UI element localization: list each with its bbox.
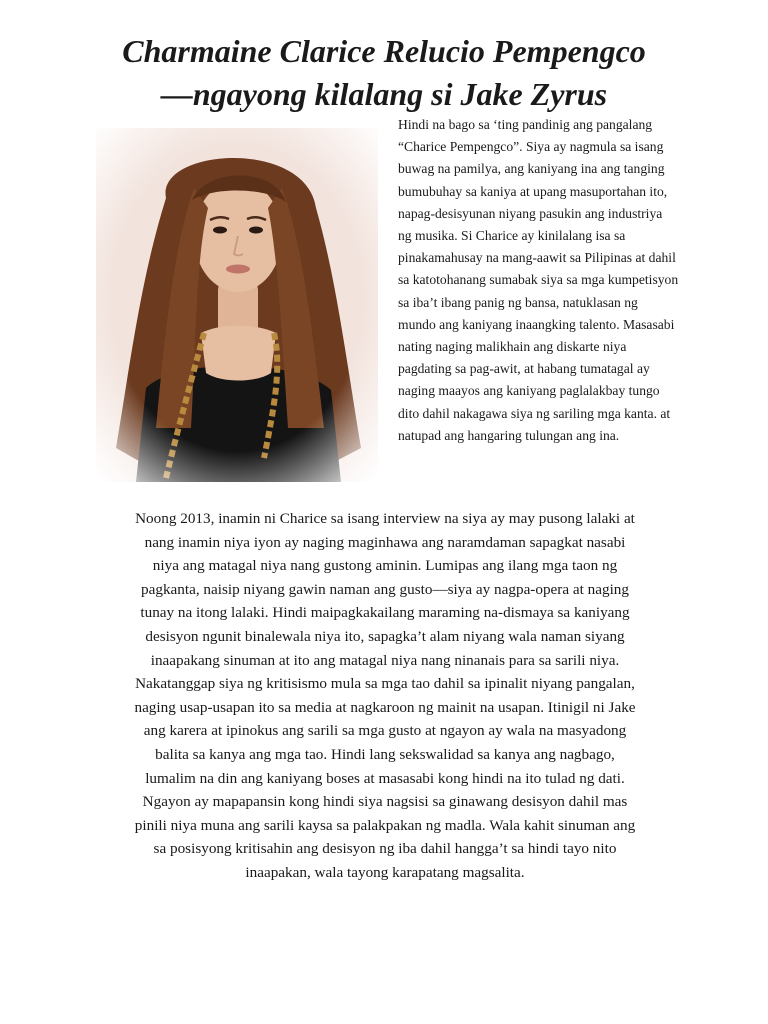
intro-line: dito dahil nakagawa siya ng sariling mga kanta. at — [398, 405, 671, 421]
intro-line: napag-desisyunan niyang pasukin ang industriya — [398, 205, 663, 221]
body-line: balita sa kanya ang mga tao. Hindi lang sekswalidad sa kanya ang nagbago, — [155, 745, 615, 763]
body-line: desisyon ngunit binalewala niya ito, sapagka’t alam niyang wala naman siyang — [145, 627, 625, 645]
intro-line: sa iba’t ibang panig ng bansa, natuklasan ng — [398, 294, 638, 310]
intro-line: natupad ang hangaring tulungan ang ina. — [398, 427, 620, 443]
intro-line: mundo ang kaniyang inaangking talento. Masasabi — [398, 316, 675, 332]
intro-line: nating naging malikhain ang diskarte niya — [398, 339, 627, 355]
body-line: nang inamin niya iyon ay naging maginhawa ang naramdaman sapagkat nasabi — [144, 533, 626, 551]
intro-line: “Charice Pempengco”. Siya ay nagmula sa isang — [398, 139, 664, 155]
body-paragraph — [70, 507, 700, 885]
body-line: Nakatanggap siya ng kritisismo mula sa mga tao dahil sa ipinalit niyang pangalan, — [135, 675, 635, 693]
body-line: niya ang matagal niya nang gustong aminin. Lumipas ang ilang mga taon ng — [152, 557, 618, 575]
chest — [201, 326, 276, 381]
intro-line: bumubuhay sa kaniya at upang masuportahan ito, — [398, 183, 668, 199]
portrait-photo — [96, 128, 378, 482]
body-line: naging usap-usapan ito sa media at nagkaroon ng mainit na usapan. Itinigil ni Jake — [134, 698, 636, 716]
body-line: lumalim na din ang kaniyang boses at masasabi kong hindi na ito tulad ng dati. — [145, 769, 625, 787]
body-line: pagkanta, naisip niyang gawin naman ang gusto—siya ay nagpa-opera at naging — [141, 580, 629, 598]
body-line: inaapakang sinuman at ito ang matagal niya nang ninanais para sa sarili niya. — [150, 651, 620, 669]
title-line: Charmaine Clarice Relucio Pempengco — [122, 33, 646, 69]
intro-line: sa katotohanang sumabak siya sa mga kumpetisyon — [398, 272, 679, 288]
body-line: tunay na itong lalaki. Hindi maipagkakailang maraming na-dismaya sa kaniyang — [140, 604, 630, 622]
title-line: —ngayong kilalang si Jake Zyrus — [160, 76, 608, 112]
intro-line: pinakamahusay na mang-aawit sa Pilipinas at dahil — [398, 250, 676, 266]
body-line: Ngayon ay mapapansin kong hindi siya nagsisi sa ginawang desisyon dahil mas — [142, 793, 628, 811]
intro-paragraph — [398, 114, 742, 447]
intro-line: pagdating sa pag-awit, at habang tumatagal ay — [398, 361, 650, 377]
body-line: sa posisyong kritisahin ang desisyon ng iba dahil hangga’t sa hindi tayo nito — [153, 840, 617, 858]
body-line: ang karera at ipinokus ang sarili sa mga gusto at ngayon ay wala na masyadong — [143, 722, 627, 740]
body-line: pinili niya muna ang sarili kaysa sa palakpakan ng madla. Wala kahit sinuman ang — [134, 816, 636, 834]
intro-line: ng musika. Si Charice ay kinilalang isa sa — [398, 228, 626, 244]
lips — [226, 265, 250, 274]
intro-line: naging maayos ang kaniyang paglalakbay tungo — [398, 383, 660, 399]
intro-line: Hindi na bago sa ‘ting pandinig ang pangalang — [398, 117, 653, 132]
body-line: Noong 2013, inamin ni Charice sa isang interview na siya ay may pusong lalaki at — [135, 510, 635, 527]
body-line: inaapakan, wala tayong karapatang magsalita. — [245, 863, 525, 881]
intro-line: buwag na pamilya, ang kaniyang ina ang tanging — [398, 161, 665, 177]
page-title — [60, 30, 708, 116]
right-eye — [249, 227, 263, 234]
left-eye — [213, 227, 227, 234]
